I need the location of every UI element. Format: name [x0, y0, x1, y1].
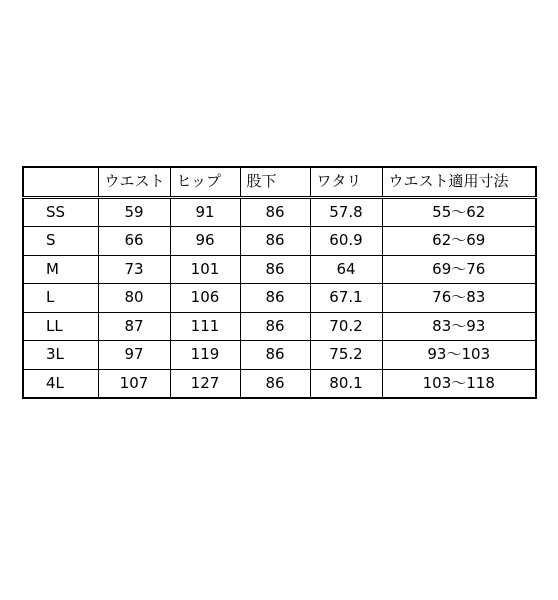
cell-hip: 96: [170, 227, 240, 256]
cell-waist: 66: [98, 227, 170, 256]
cell-thigh: 80.1: [310, 369, 382, 398]
cell-thigh: 57.8: [310, 197, 382, 227]
cell-size: 4L: [23, 369, 98, 398]
cell-inseam: 86: [240, 312, 310, 341]
cell-thigh: 64: [310, 255, 382, 284]
cell-waist: 59: [98, 197, 170, 227]
cell-size: M: [23, 255, 98, 284]
cell-waist-range: 55〜62: [382, 197, 536, 227]
cell-waist-range: 103〜118: [382, 369, 536, 398]
cell-size: 3L: [23, 341, 98, 370]
cell-waist-range: 93〜103: [382, 341, 536, 370]
cell-waist-range: 62〜69: [382, 227, 536, 256]
cell-hip: 91: [170, 197, 240, 227]
cell-waist: 73: [98, 255, 170, 284]
cell-thigh: 60.9: [310, 227, 382, 256]
cell-hip: 101: [170, 255, 240, 284]
cell-hip: 119: [170, 341, 240, 370]
cell-size: L: [23, 284, 98, 313]
size-chart-table: [22, 166, 537, 399]
table-row: [23, 227, 536, 256]
cell-inseam: 86: [240, 369, 310, 398]
cell-waist: 80: [98, 284, 170, 313]
table-row: [23, 369, 536, 398]
table-row: [23, 312, 536, 341]
header-thigh: ワタリ: [310, 167, 382, 197]
cell-hip: 127: [170, 369, 240, 398]
cell-inseam: 86: [240, 255, 310, 284]
cell-waist-range: 69〜76: [382, 255, 536, 284]
table-row: [23, 255, 536, 284]
cell-thigh: 67.1: [310, 284, 382, 313]
cell-hip: 111: [170, 312, 240, 341]
header-waist: ウエスト: [98, 167, 170, 197]
cell-waist: 97: [98, 341, 170, 370]
cell-thigh: 70.2: [310, 312, 382, 341]
header-size: [23, 167, 98, 197]
table-row: [23, 284, 536, 313]
table-row: [23, 197, 536, 227]
cell-thigh: 75.2: [310, 341, 382, 370]
cell-waist-range: 83〜93: [382, 312, 536, 341]
cell-inseam: 86: [240, 341, 310, 370]
header-waist-range: ウエスト適用寸法: [382, 167, 536, 197]
cell-size: SS: [46, 202, 66, 221]
cell-waist-range: 76〜83: [382, 284, 536, 313]
cell-hip: 106: [170, 284, 240, 313]
cell-size: LL: [23, 312, 98, 341]
cell-inseam: 86: [240, 284, 310, 313]
header-hip: ヒップ: [170, 167, 240, 197]
cell-waist: 87: [98, 312, 170, 341]
table-row: [23, 341, 536, 370]
cell-waist: 107: [98, 369, 170, 398]
header-inseam: 股下: [240, 167, 310, 197]
header-row: [23, 167, 536, 197]
cell-size: S: [23, 227, 98, 256]
cell-inseam: 86: [240, 197, 310, 227]
cell-inseam: 86: [240, 227, 310, 256]
